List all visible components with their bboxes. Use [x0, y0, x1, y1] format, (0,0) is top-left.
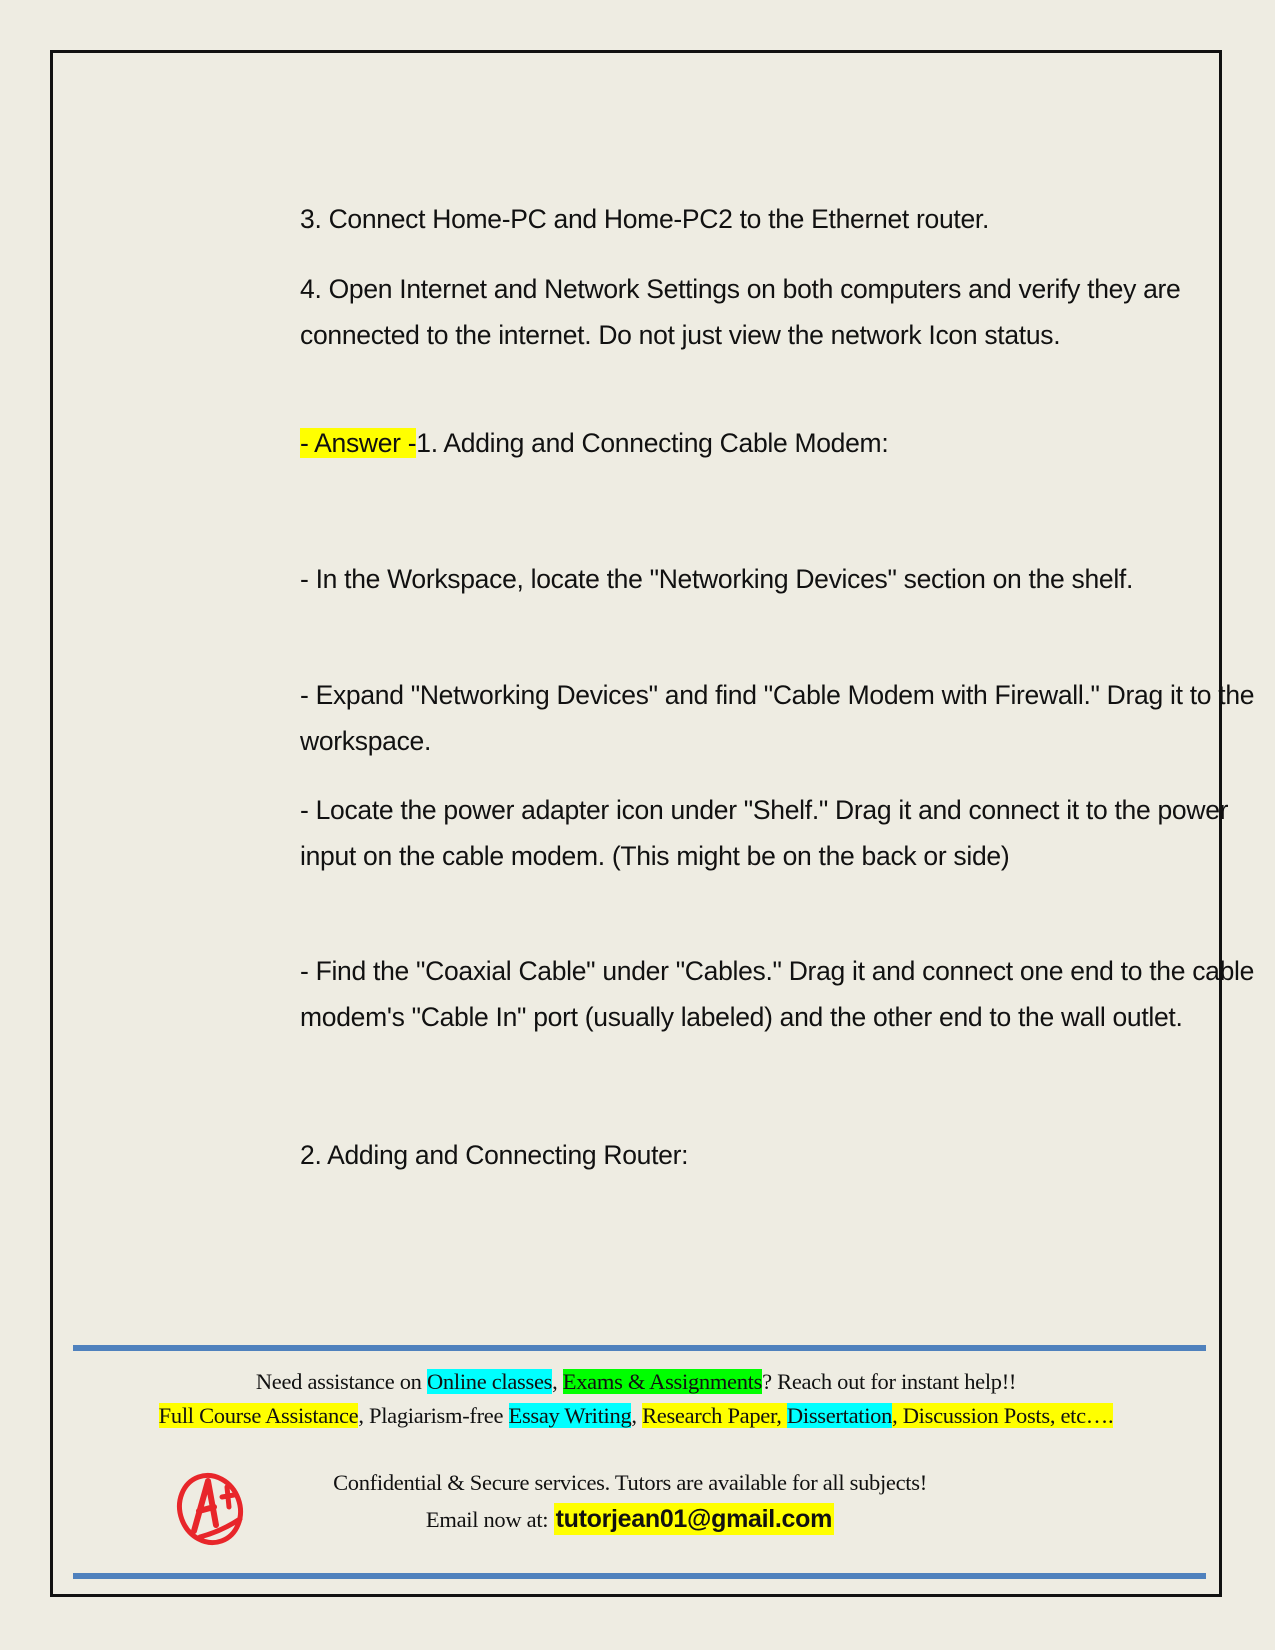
footer-top-rule: [73, 1345, 1206, 1351]
footer-line-3: Confidential & Secure services. Tutors are available for all subjects!: [333, 1470, 927, 1495]
paragraph-step-3: 3. Connect Home-PC and Home-PC2 to the Ethernet router.: [300, 204, 990, 234]
paragraph-answer-heading: [300, 420, 1275, 466]
paragraph-step-4: 4. Open Internet and Network Settings on both computers and verify they are connected to the internet. Do not just view the network Icon status.: [300, 274, 1181, 350]
paragraph-coaxial-cable: - Find the "Coaxial Cable" under "Cables." Drag it and connect one end to the cable modem's "Cable In" port (usually labeled) and the other end to the wall outlet.: [300, 956, 1255, 1032]
footer-text: ,: [631, 1403, 643, 1428]
email-label: Email now at:: [425, 1507, 554, 1532]
footer-text: Need assistance on: [255, 1369, 427, 1394]
footer-line-2: [50, 1403, 1222, 1429]
email-link[interactable]: tutorjean01@gmail.com: [555, 1505, 833, 1533]
online-classes-highlight: Online classes: [426, 1369, 553, 1394]
dissertation-highlight: Dissertation: [786, 1403, 893, 1428]
footer-line-1: [50, 1369, 1222, 1395]
footer-text: ,: [552, 1369, 563, 1394]
paragraph-router-heading: 2. Adding and Connecting Router:: [300, 1140, 689, 1170]
exams-highlight: Exams & Assignments: [562, 1369, 763, 1394]
footer-text: , Plagiarism-free: [358, 1403, 509, 1428]
paragraph-locate-networking: - In the Workspace, locate the "Networking Devices" section on the shelf.: [300, 564, 1134, 594]
full-course-highlight: Full Course Assistance: [158, 1403, 359, 1428]
answer-heading-text: 1. Adding and Connecting Cable Modem:: [416, 428, 889, 458]
footer-email-line: [240, 1505, 1020, 1534]
paragraph-expand-networking: - Expand "Networking Devices" and find "Cable Modem with Firewall." Drag it to the workspace.: [300, 680, 1255, 756]
discussion-posts-highlight: , Discussion Posts, etc….: [892, 1403, 1114, 1428]
research-paper-highlight: Research Paper,: [642, 1403, 787, 1428]
footer-bottom-rule: [73, 1573, 1206, 1579]
answer-label: - Answer -: [300, 428, 417, 458]
paragraph-power-adapter: - Locate the power adapter icon under "Shelf." Drag it and connect it to the power input on the cable modem. (This might be on the back or side): [300, 795, 1229, 871]
essay-writing-highlight: Essay Writing: [508, 1403, 632, 1428]
footer-text: ? Reach out for instant help!!: [762, 1369, 1017, 1394]
